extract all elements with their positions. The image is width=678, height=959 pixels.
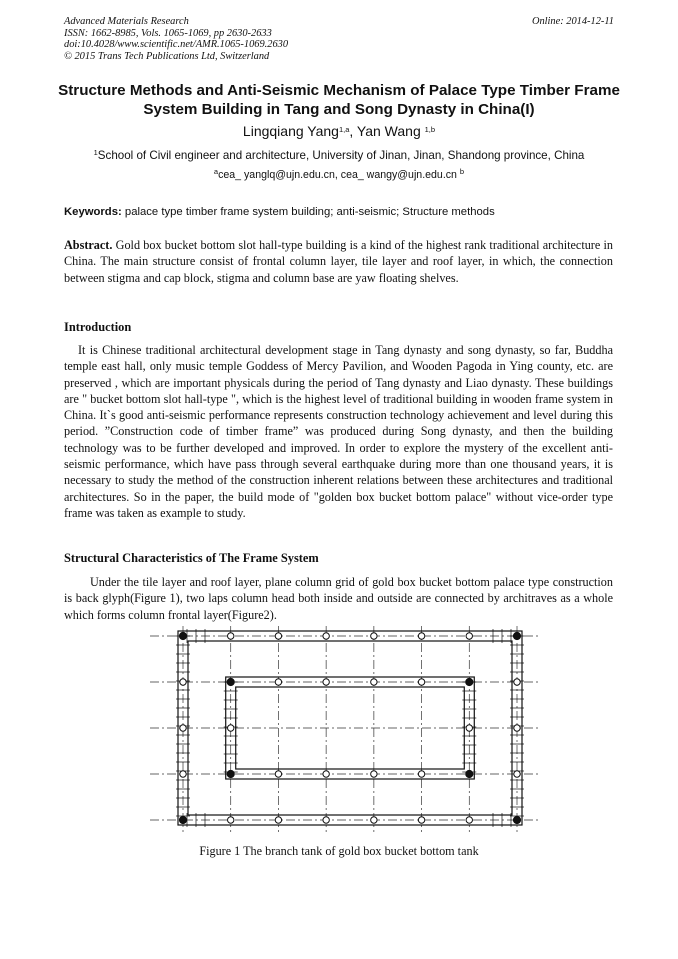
outer-column: [180, 725, 186, 731]
journal-name: Advanced Materials Research: [64, 16, 189, 27]
outer-column: [371, 633, 377, 639]
author-1-sup: 1,a: [338, 125, 350, 134]
email-a[interactable]: cea_ yanglq@ujn.edu.cn: [218, 169, 335, 181]
doi-line: doi:10.4028/www.scientific.net/AMR.1065-1069.2630: [64, 39, 289, 51]
corner-column: [227, 770, 234, 777]
structural-heading: Structural Characteristics of The Frame System: [64, 551, 319, 565]
email-b[interactable]: cea_ wangy@ujn.edu.cn: [340, 169, 457, 181]
corner-column: [513, 816, 520, 823]
outer-column: [514, 679, 520, 685]
inner-column: [371, 771, 377, 777]
structural-paragraph: Under the tile layer and roof layer, plane column grid of gold box bucket bottom palace type construction is back glyph(Figure 1), two laps column head both inside and outside are connected by architraves as a whole which forms column frontal layer(Figure2).: [64, 575, 613, 622]
running-header: [64, 16, 288, 62]
outer-column: [514, 725, 520, 731]
email-a-sup: a: [213, 167, 219, 176]
outer-column: [323, 817, 329, 823]
outer-column: [418, 633, 424, 639]
author-1: Lingqiang Yang: [242, 123, 339, 139]
abstract-text: Gold box bucket bottom slot hall-type building is a kind of the highest rank traditional architecture in China. The main structure consist of frontal column layer, tile layer and roof layer, in which, the connection between stigma and cap block, stigma and column base are yaw floating shelves.: [64, 238, 613, 285]
author-line: [0, 123, 678, 139]
abstract: [64, 237, 613, 286]
outer-column: [418, 817, 424, 823]
inner-column: [275, 679, 281, 685]
outer-column: [180, 771, 186, 777]
email-line: [40, 169, 638, 181]
author-2: Yan Wang: [356, 123, 421, 139]
outer-column: [228, 633, 234, 639]
outer-column: [466, 633, 472, 639]
online-date: Online: 2014-12-11: [531, 16, 614, 27]
email-b-sup: b: [459, 167, 465, 176]
inner-column: [323, 771, 329, 777]
outer-column: [323, 633, 329, 639]
outer-column: [466, 817, 472, 823]
abstract-label: Abstract.: [64, 238, 113, 252]
keywords-text: palace type timber frame system building; anti-seismic; Structure methods: [124, 206, 495, 218]
inner-column: [418, 771, 424, 777]
inner-column: [275, 771, 281, 777]
outer-column: [275, 817, 281, 823]
inner-column: [418, 679, 424, 685]
outer-column: [228, 817, 234, 823]
author-2-sup: 1,b: [424, 125, 436, 134]
outer-column: [275, 633, 281, 639]
author-separator: ,: [349, 123, 357, 139]
email-separator: ,: [334, 169, 341, 181]
figure-1-column-grid: [150, 624, 540, 836]
affiliation-sup: 1: [93, 148, 98, 157]
affiliation: [40, 149, 638, 162]
outer-column: [371, 817, 377, 823]
inner-column: [466, 725, 472, 731]
introduction-heading: Introduction: [64, 320, 132, 334]
corner-column: [466, 678, 473, 685]
figure-1-caption: Figure 1 The branch tank of gold box bucket bottom tank: [199, 844, 479, 858]
corner-column: [227, 678, 234, 685]
inner-column: [228, 725, 234, 731]
copyright-line: © 2015 Trans Tech Publications Ltd, Switzerland: [64, 50, 270, 62]
corner-column: [179, 632, 186, 639]
corner-column: [513, 632, 520, 639]
outer-column: [180, 679, 186, 685]
outer-column: [514, 771, 520, 777]
corner-column: [466, 770, 473, 777]
affiliation-text: School of Civil engineer and architecture, University of Jinan, Jinan, Shandong province, China: [97, 149, 585, 162]
paper-title: Structure Methods and Anti-Seismic Mechanism of Palace Type Timber Frame System Building in Tang and Song Dynasty in China(I): [58, 82, 620, 118]
issn-line: ISSN: 1662-8985, Vols. 1065-1069, pp 2630-2633: [64, 27, 272, 39]
keywords: [64, 206, 624, 218]
corner-column: [179, 816, 186, 823]
inner-column: [323, 679, 329, 685]
inner-column: [371, 679, 377, 685]
introduction-paragraph: It is Chinese traditional architectural development stage in Tang dynasty and song dynasty, so far, Buddha temple east hall, only music temple Goddess of Mercy Pavilion, and Wooden Pagoda in Ying county, etc. are preserved , which are important physicals during the period of Tang dynasty and Liao dynasty. These buildings are " bucket bottom slot hall-type ", which is the highest level of traditional building in wooden frame system in China. It`s good anti-seismic performance represents construction technology achievement and level during this period. ”Construction code of timber frame” was produced during Song dynasty, and then the building technology was to be further developed and improved. In order to explore the mystery of the excellent anti-seismic performance, which have pass through several earthquake during more than one thousand years, it is necessary to study the method of the construction inherent relations between these architectures and traditional architectures. So in the paper, the build mode of "golden box bucket bottom palace" without vice-order type frame was taken as example to study.: [64, 343, 613, 520]
keywords-label: Keywords:: [64, 206, 122, 218]
